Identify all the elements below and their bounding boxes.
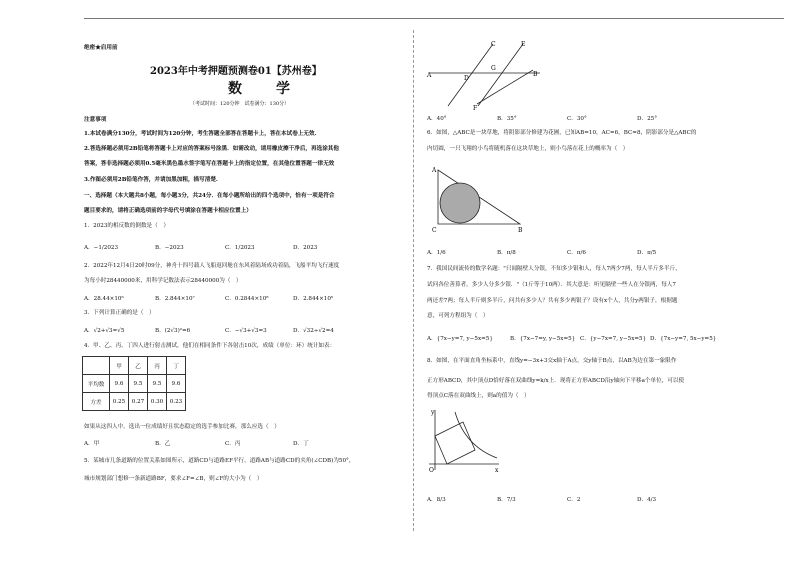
table-cell: 丙 <box>148 357 167 375</box>
table-cell: 丁 <box>167 357 186 375</box>
q4-option-a: A．甲 <box>84 441 100 447</box>
secret-label: 绝密★启用前 <box>84 45 118 51</box>
q2-option-c: C．0.2844×10⁸ <box>225 296 269 302</box>
fig-label-a: A <box>427 72 432 79</box>
table-row <box>83 375 186 393</box>
q6-option-b: B．π/8 <box>497 250 516 256</box>
fig-label-f: F <box>473 105 478 110</box>
section1-line2: 题目要求的，请将正确选项前的字母代号填涂在答题卡相应位置上） <box>84 208 252 214</box>
q3-option-b: B．(2√3)²=6 <box>155 328 191 334</box>
fig-label-g: G <box>491 65 496 72</box>
q3-option-a: A．√2+√3=√5 <box>84 328 125 334</box>
q4-after: 如果从这四人中，选出一位成绩好且状态稳定的选手参加比赛，那么应选（ ） <box>84 424 280 430</box>
fig-label-b: B <box>533 71 538 78</box>
subject-heading: 数 学 <box>228 81 300 97</box>
table-cell: 平均数 <box>83 375 110 393</box>
q3-stem: 3．下列计算正确的是（ ） <box>84 310 155 316</box>
q2-line2: 为每小时28440000米，用科学记数法表示28440000为（ ） <box>84 278 242 284</box>
q2-line1: 2．2022年12月4日20时09分，神舟十四号载人飞船返回舱在东风着陆场成功着陆，飞船平均飞行速度 <box>84 263 340 269</box>
q7-line2: 试问各位善算者，多少人分多少银．"（1斤等于10两）．其大意是：听见隔壁一些人在分银两，每人7 <box>427 282 676 288</box>
exam-title: 2023年中考押题预测卷01【苏州卷】 <box>150 66 322 77</box>
q8-option-b: B．7/3 <box>497 497 516 503</box>
fig8-label-o: O <box>429 467 434 474</box>
q2-option-d: D．2.844×10⁵ <box>293 296 334 302</box>
q4-option-c: C．丙 <box>225 441 241 447</box>
note-1: 1.本试卷满分130分，考试时间为120分钟，考生答题全部答在答题卡上，答在本试卷上无效. <box>84 131 317 137</box>
exam-info: （考试时间：120分钟 试卷满分：130分） <box>190 101 290 107</box>
table-cell: 9.6 <box>167 375 186 393</box>
q4-option-b: B．乙 <box>155 441 171 447</box>
q8-line3: 得顶点C落在双曲线上，则a的值为（ ） <box>427 393 530 399</box>
fig-label-c: C <box>491 41 496 48</box>
q5-option-b: B．35° <box>497 116 517 122</box>
q8-option-c: C．2 <box>567 497 581 503</box>
q7-line1: 7．我国民间流传的数学名题："只闻隔壁人分银，不知多少银和人，每人7两少7两，每人半斤多半斤， <box>427 266 681 272</box>
table-cell: 0.27 <box>129 393 148 411</box>
note-4: 3.作图必须用2B铅笔作答，并请加黑加粗，描写清楚. <box>84 177 218 183</box>
q6-option-d: D．π/5 <box>637 250 657 256</box>
fig-label-e: E <box>521 41 526 48</box>
table-cell: 9.5 <box>148 375 167 393</box>
q6-line2: 内切圆，一只飞翔的小鸟将随机落在这块草地上，则小鸟落在花上的概率为（ ） <box>427 146 629 152</box>
q2-option-a: A．28.44×10⁶ <box>84 296 124 302</box>
note-3: 答案，答非选择题必须用0.5毫米黑色墨水签字笔写在答题卡上的指定位置，在其他位置答题一律无效 <box>84 161 335 167</box>
section1-line1: 一、选择题（本大题共8小题，每小题3分，共24分．在每小题所给出的四个选项中，恰有一项是符合 <box>84 193 335 199</box>
table-cell: 方差 <box>83 393 110 411</box>
q7-option-d: D．{7x−y=7, 5x−y=5} <box>650 336 717 342</box>
q3-option-d: D．√32÷√2=4 <box>293 328 334 334</box>
q5-line2: 城市规划部门想修一条新道路BF，要求∠F=∠B，则∠F的大小为（ ） <box>84 476 263 482</box>
q5-option-a: A．40° <box>427 116 447 122</box>
table-row <box>83 357 186 375</box>
q7-option-a: A．{7x−y=7, y−5x=5} <box>427 336 493 342</box>
q5-figure <box>425 36 545 110</box>
q6-option-a: A．1/6 <box>427 250 446 256</box>
q7-line4: 意，可列方程组为（ ） <box>427 313 489 319</box>
fig6-label-a: A <box>432 167 437 174</box>
q1-option-a: A．−1/2023 <box>84 245 118 251</box>
q6-option-c: C．π/6 <box>567 250 586 256</box>
q4-stem: 4．甲、乙、丙、丁四人进行射击测试，他们在相同条件下各射击10次，成绩（单位：环）统计如表： <box>84 343 336 349</box>
q2-option-b: B．2.844×10⁷ <box>155 296 195 302</box>
fig6-label-b: B <box>518 227 523 234</box>
fig8-label-x: x <box>495 467 499 474</box>
q5-option-d: D．25° <box>637 116 657 122</box>
q3-option-c: C．−√3+√3=3 <box>225 328 267 334</box>
fig6-label-c: C <box>432 227 437 234</box>
table-cell <box>83 357 110 375</box>
table-cell: 0.30 <box>148 393 167 411</box>
table-row <box>83 393 186 411</box>
q6-line1: 6．如图，△ABC是一块草地，将阴影部分修建为花圃，已知AB=10，AC=6，BC=8，阴影部分是△ABC的 <box>427 130 697 136</box>
note-2: 2.答选择题必须用2B铅笔将答题卡上对应的答案标号涂黑．如需改动，请用橡皮擦干净后，再选涂其他 <box>84 146 339 152</box>
q4-option-d: D．丁 <box>293 441 309 447</box>
table-cell: 乙 <box>129 357 148 375</box>
table-cell: 9.5 <box>129 375 148 393</box>
q8-line2: 正方形ABCD，其中顶点D恰好落在双曲线y=k/x上．现将正方形ABCD沿y轴向下平移a个单位，可以使 <box>427 378 685 384</box>
q8-line1: 8．如图，在平面直角坐标系中，直线y=−3x+3交x轴于A点，交y轴于B点，以AB为边在第一象限作 <box>427 358 677 364</box>
fig8-label-y: y <box>431 409 435 416</box>
q5-line1: 5．某城市几条道路的位置关系如图所示，道路CD与道路EF平行，道路AB与道路CD的夹角(∠CDB)为50°， <box>84 458 355 464</box>
table-cell: 0.25 <box>110 393 129 411</box>
q7-line3: 两还差7两；每人半斤则多半斤，问共有多少人？共有多少两银子？设有x个人，共分y两银子，根据题 <box>427 298 678 304</box>
q1-option-b: B．−2023 <box>155 245 184 251</box>
q1-stem: 1．2023的相反数的倒数是（ ） <box>84 223 169 229</box>
q4-score-table <box>82 356 186 411</box>
q8-figure <box>425 406 505 482</box>
notes-heading: 注意事项 <box>84 117 107 123</box>
q8-option-d: D．4/3 <box>637 497 657 503</box>
q7-option-c: C．{y−7x=7, y−5x=5} <box>580 336 647 342</box>
q7-option-b: B．{7x−7=y, y−5x=5} <box>510 336 576 342</box>
fig-label-d: D <box>464 75 469 82</box>
table-cell: 9.6 <box>110 375 129 393</box>
table-cell: 0.23 <box>167 393 186 411</box>
q1-option-c: C．1/2023 <box>225 245 255 251</box>
q5-option-c: C．30° <box>567 116 587 122</box>
header-rule <box>84 18 784 19</box>
q8-option-a: A．8/3 <box>427 497 446 503</box>
q6-figure <box>430 162 530 236</box>
table-cell: 甲 <box>110 357 129 375</box>
q1-option-d: D．2023 <box>293 245 318 251</box>
column-divider <box>413 30 414 531</box>
